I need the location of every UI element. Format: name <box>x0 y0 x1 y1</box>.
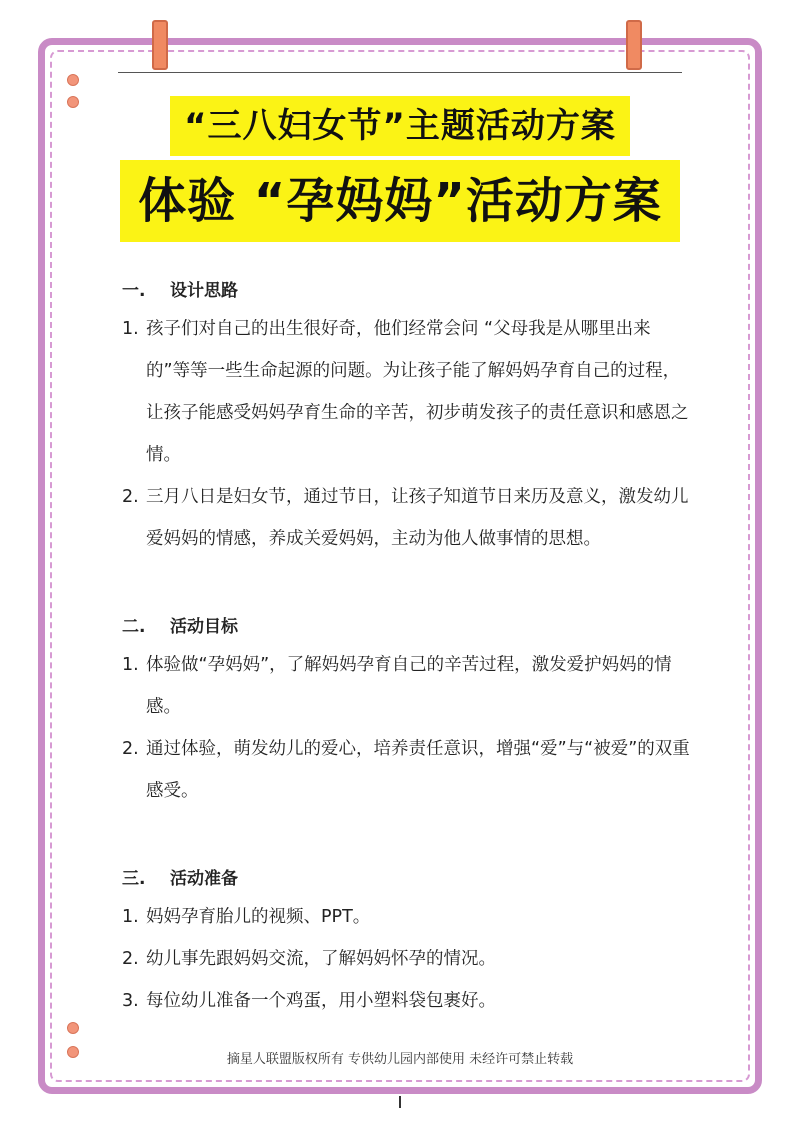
section-title: 活动目标 <box>170 617 238 637</box>
item-text: 通过体验，萌发幼儿的爱心，培养责任意识，增强“爱”与“被爱”的双重感受。 <box>146 739 690 801</box>
page-marker <box>399 1096 401 1108</box>
item-text: 体验做“孕妈妈”，了解妈妈孕育自己的辛苦过程，激发爱护妈妈的情感。 <box>146 655 672 717</box>
section-title: 活动准备 <box>170 869 238 889</box>
section-number: 三. <box>122 869 146 889</box>
item-number: 1. <box>122 319 139 339</box>
top-divider <box>118 72 682 73</box>
item-number: 2. <box>122 739 139 759</box>
section-title: 设计思路 <box>170 281 238 301</box>
section-heading <box>122 864 238 889</box>
list-item <box>122 938 692 980</box>
item-number: 2. <box>122 949 139 969</box>
document-subtitle: 体验 “孕妈妈”活动方案 <box>120 160 680 242</box>
item-number: 1. <box>122 655 139 675</box>
section-heading <box>122 276 238 301</box>
list-item <box>122 728 692 812</box>
paper-clip-right <box>626 20 642 70</box>
item-text: 妈妈孕育胎儿的视频、PPT。 <box>146 907 371 927</box>
item-text: 每位幼儿准备一个鸡蛋，用小塑料袋包裹好。 <box>146 991 496 1011</box>
section-number: 一. <box>122 281 146 301</box>
binder-hole-icon <box>67 1022 79 1034</box>
binder-hole-icon <box>67 96 79 108</box>
copyright-footer: 摘星人联盟版权所有 专供幼儿园内部使用 未经许可禁止转载 <box>226 1052 574 1067</box>
list-item <box>122 896 692 938</box>
item-number: 3. <box>122 991 139 1011</box>
section-heading <box>122 612 238 637</box>
item-text: 三月八日是妇女节，通过节日，让孩子知道节日来历及意义，激发幼儿爱妈妈的情感，养成关爱妈妈，主动为他人做事情的思想。 <box>146 487 689 549</box>
list-item <box>122 980 692 1022</box>
item-text: 幼儿事先跟妈妈交流，了解妈妈怀孕的情况。 <box>146 949 496 969</box>
list-item <box>122 476 692 560</box>
binder-hole-icon <box>67 74 79 86</box>
list-item <box>122 308 692 476</box>
item-number: 2. <box>122 487 139 507</box>
list-item <box>122 644 692 728</box>
document-title: “三八妇女节”主题活动方案 <box>170 96 630 156</box>
section-number: 二. <box>122 617 146 637</box>
item-text: 孩子们对自己的出生很好奇，他们经常会问 “父母我是从哪里出来的”等等一些生命起源的问题。为让孩子能了解妈妈孕育自己的过程，让孩子能感受妈妈孕育生命的辛苦，初步萌发孩子的责任意识和感恩之情。 <box>146 319 689 465</box>
paper-clip-left <box>152 20 168 70</box>
item-number: 1. <box>122 907 139 927</box>
